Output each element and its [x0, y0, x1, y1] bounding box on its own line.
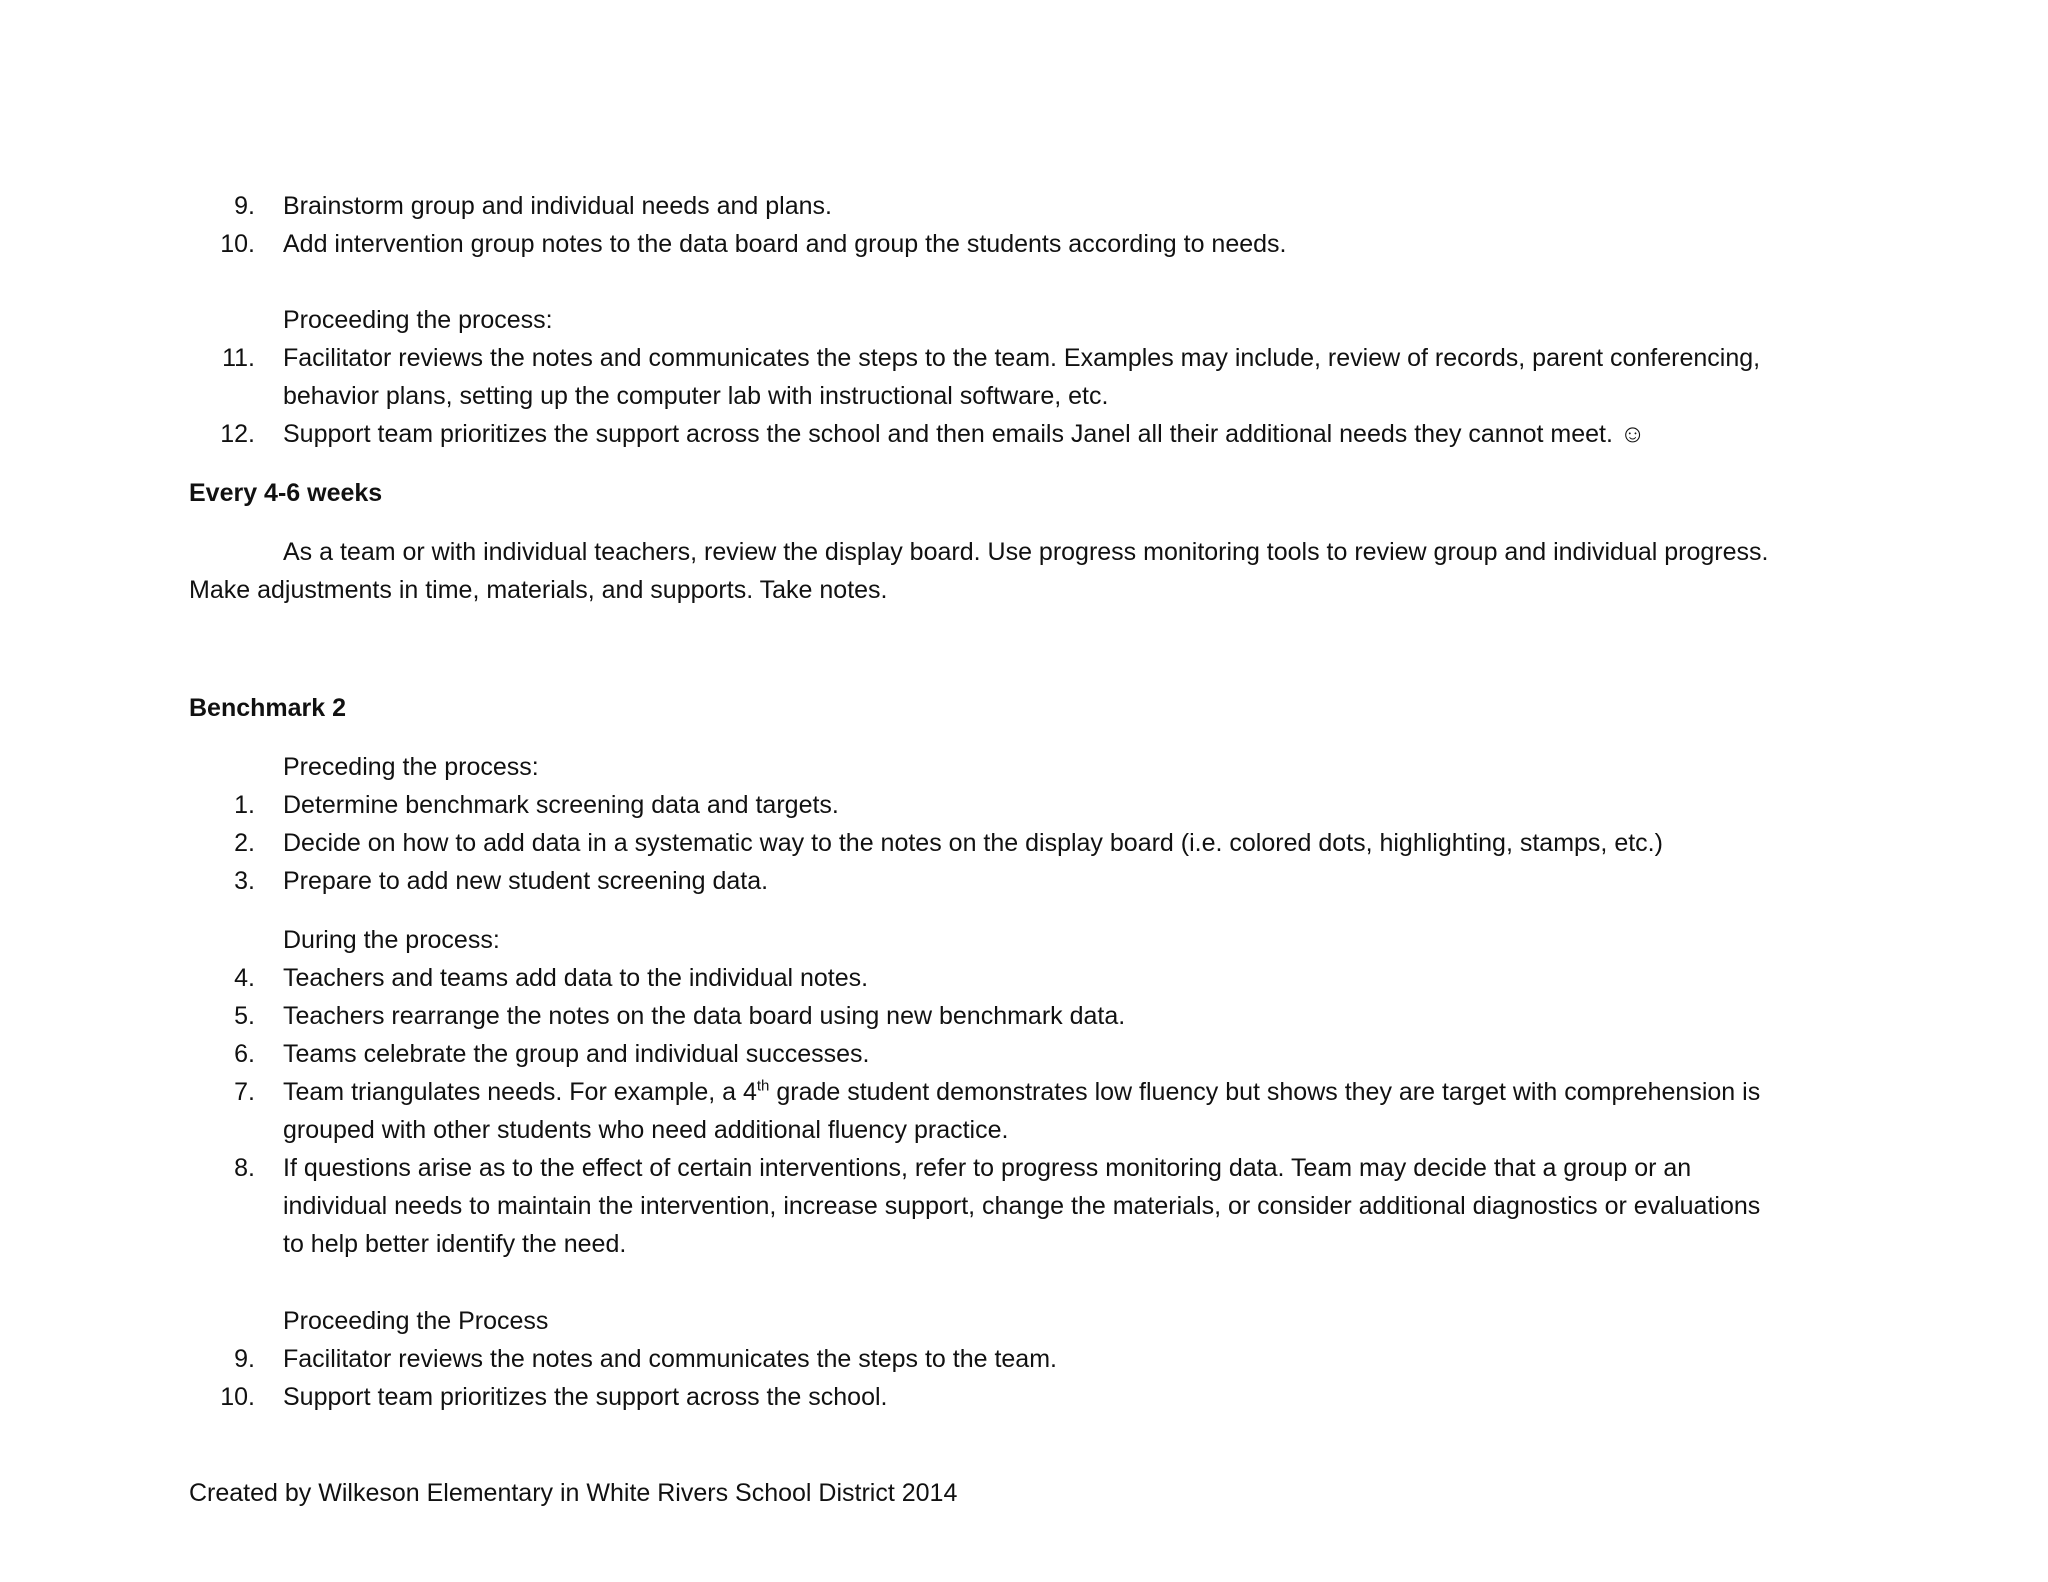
list-text: Support team prioritizes the support across the school and then emails Janel all their additional needs they cannot meet. ☺ — [283, 420, 1646, 448]
list-text-line: to help better identify the need. — [283, 1230, 627, 1258]
list-number: 4. — [234, 964, 255, 992]
preceding-label: Preceding the process: — [283, 753, 539, 781]
ordinal-superscript: th — [756, 1077, 770, 1095]
list-text-line: Facilitator reviews the notes and communicates the steps to the team. Examples may include, review of records, parent conferencing, — [283, 344, 1761, 372]
paragraph — [189, 533, 1889, 609]
list-text: Determine benchmark screening data and targets. — [283, 791, 839, 819]
list-text — [283, 339, 1883, 415]
list-text-line: If questions arise as to the effect of certain interventions, refer to progress monitoring data. Team may decide that a group or an — [283, 1154, 1692, 1182]
list-text-segment: Team triangulates needs. For example, a 4 — [283, 1078, 757, 1106]
paragraph-line: Make adjustments in time, materials, and supports. Take notes. — [189, 576, 888, 604]
paragraph-line: As a team or with individual teachers, review the display board. Use progress monitoring tools to review group and individual progress. — [283, 538, 1769, 566]
list-text-line: grouped with other students who need additional fluency practice. — [283, 1116, 1009, 1144]
list-text-segment: grade student demonstrates low fluency but shows they are target with comprehension is — [769, 1078, 1761, 1106]
list-number: 2. — [234, 829, 255, 857]
list-text: Add intervention group notes to the data board and group the students according to needs. — [283, 230, 1287, 258]
during-label: During the process: — [283, 926, 500, 954]
list-text — [283, 1073, 1883, 1149]
list-number: 12. — [220, 420, 255, 448]
list-text: Facilitator reviews the notes and communicates the steps to the team. — [283, 1345, 1057, 1373]
list-number: 3. — [234, 867, 255, 895]
list-number: 9. — [234, 1345, 255, 1373]
proceeding-label: Proceeding the Process — [283, 1307, 549, 1335]
list-number: 10. — [220, 1383, 255, 1411]
list-text: Brainstorm group and individual needs and plans. — [283, 192, 832, 220]
list-number: 5. — [234, 1002, 255, 1030]
list-text: Decide on how to add data in a systematic way to the notes on the display board (i.e. colored dots, highlighting, stamps, etc.) — [283, 829, 1663, 857]
footer-credit: Created by Wilkeson Elementary in White Rivers School District 2014 — [189, 1479, 958, 1507]
list-number: 11. — [222, 344, 255, 372]
list-text-line: behavior plans, setting up the computer lab with instructional software, etc. — [283, 382, 1109, 410]
section-heading-benchmark-2: Benchmark 2 — [189, 694, 347, 722]
list-text: Prepare to add new student screening data. — [283, 867, 769, 895]
section-heading-every-weeks: Every 4-6 weeks — [189, 479, 383, 507]
list-number: 7. — [234, 1078, 255, 1106]
list-number: 10. — [220, 230, 255, 258]
list-text — [283, 1149, 1883, 1263]
list-text: Teachers rearrange the notes on the data board using new benchmark data. — [283, 1002, 1126, 1030]
list-text-line: individual needs to maintain the intervention, increase support, change the materials, or consider additional diagnostics or evaluations — [283, 1192, 1761, 1220]
list-text: Teachers and teams add data to the individual notes. — [283, 964, 869, 992]
list-number: 1. — [234, 791, 255, 819]
list-text: Teams celebrate the group and individual successes. — [283, 1040, 870, 1068]
list-number: 6. — [234, 1040, 255, 1068]
list-number: 8. — [234, 1154, 255, 1182]
list-text: Support team prioritizes the support across the school. — [283, 1383, 888, 1411]
proceeding-label: Proceeding the process: — [283, 306, 553, 334]
list-number: 9. — [234, 192, 255, 220]
